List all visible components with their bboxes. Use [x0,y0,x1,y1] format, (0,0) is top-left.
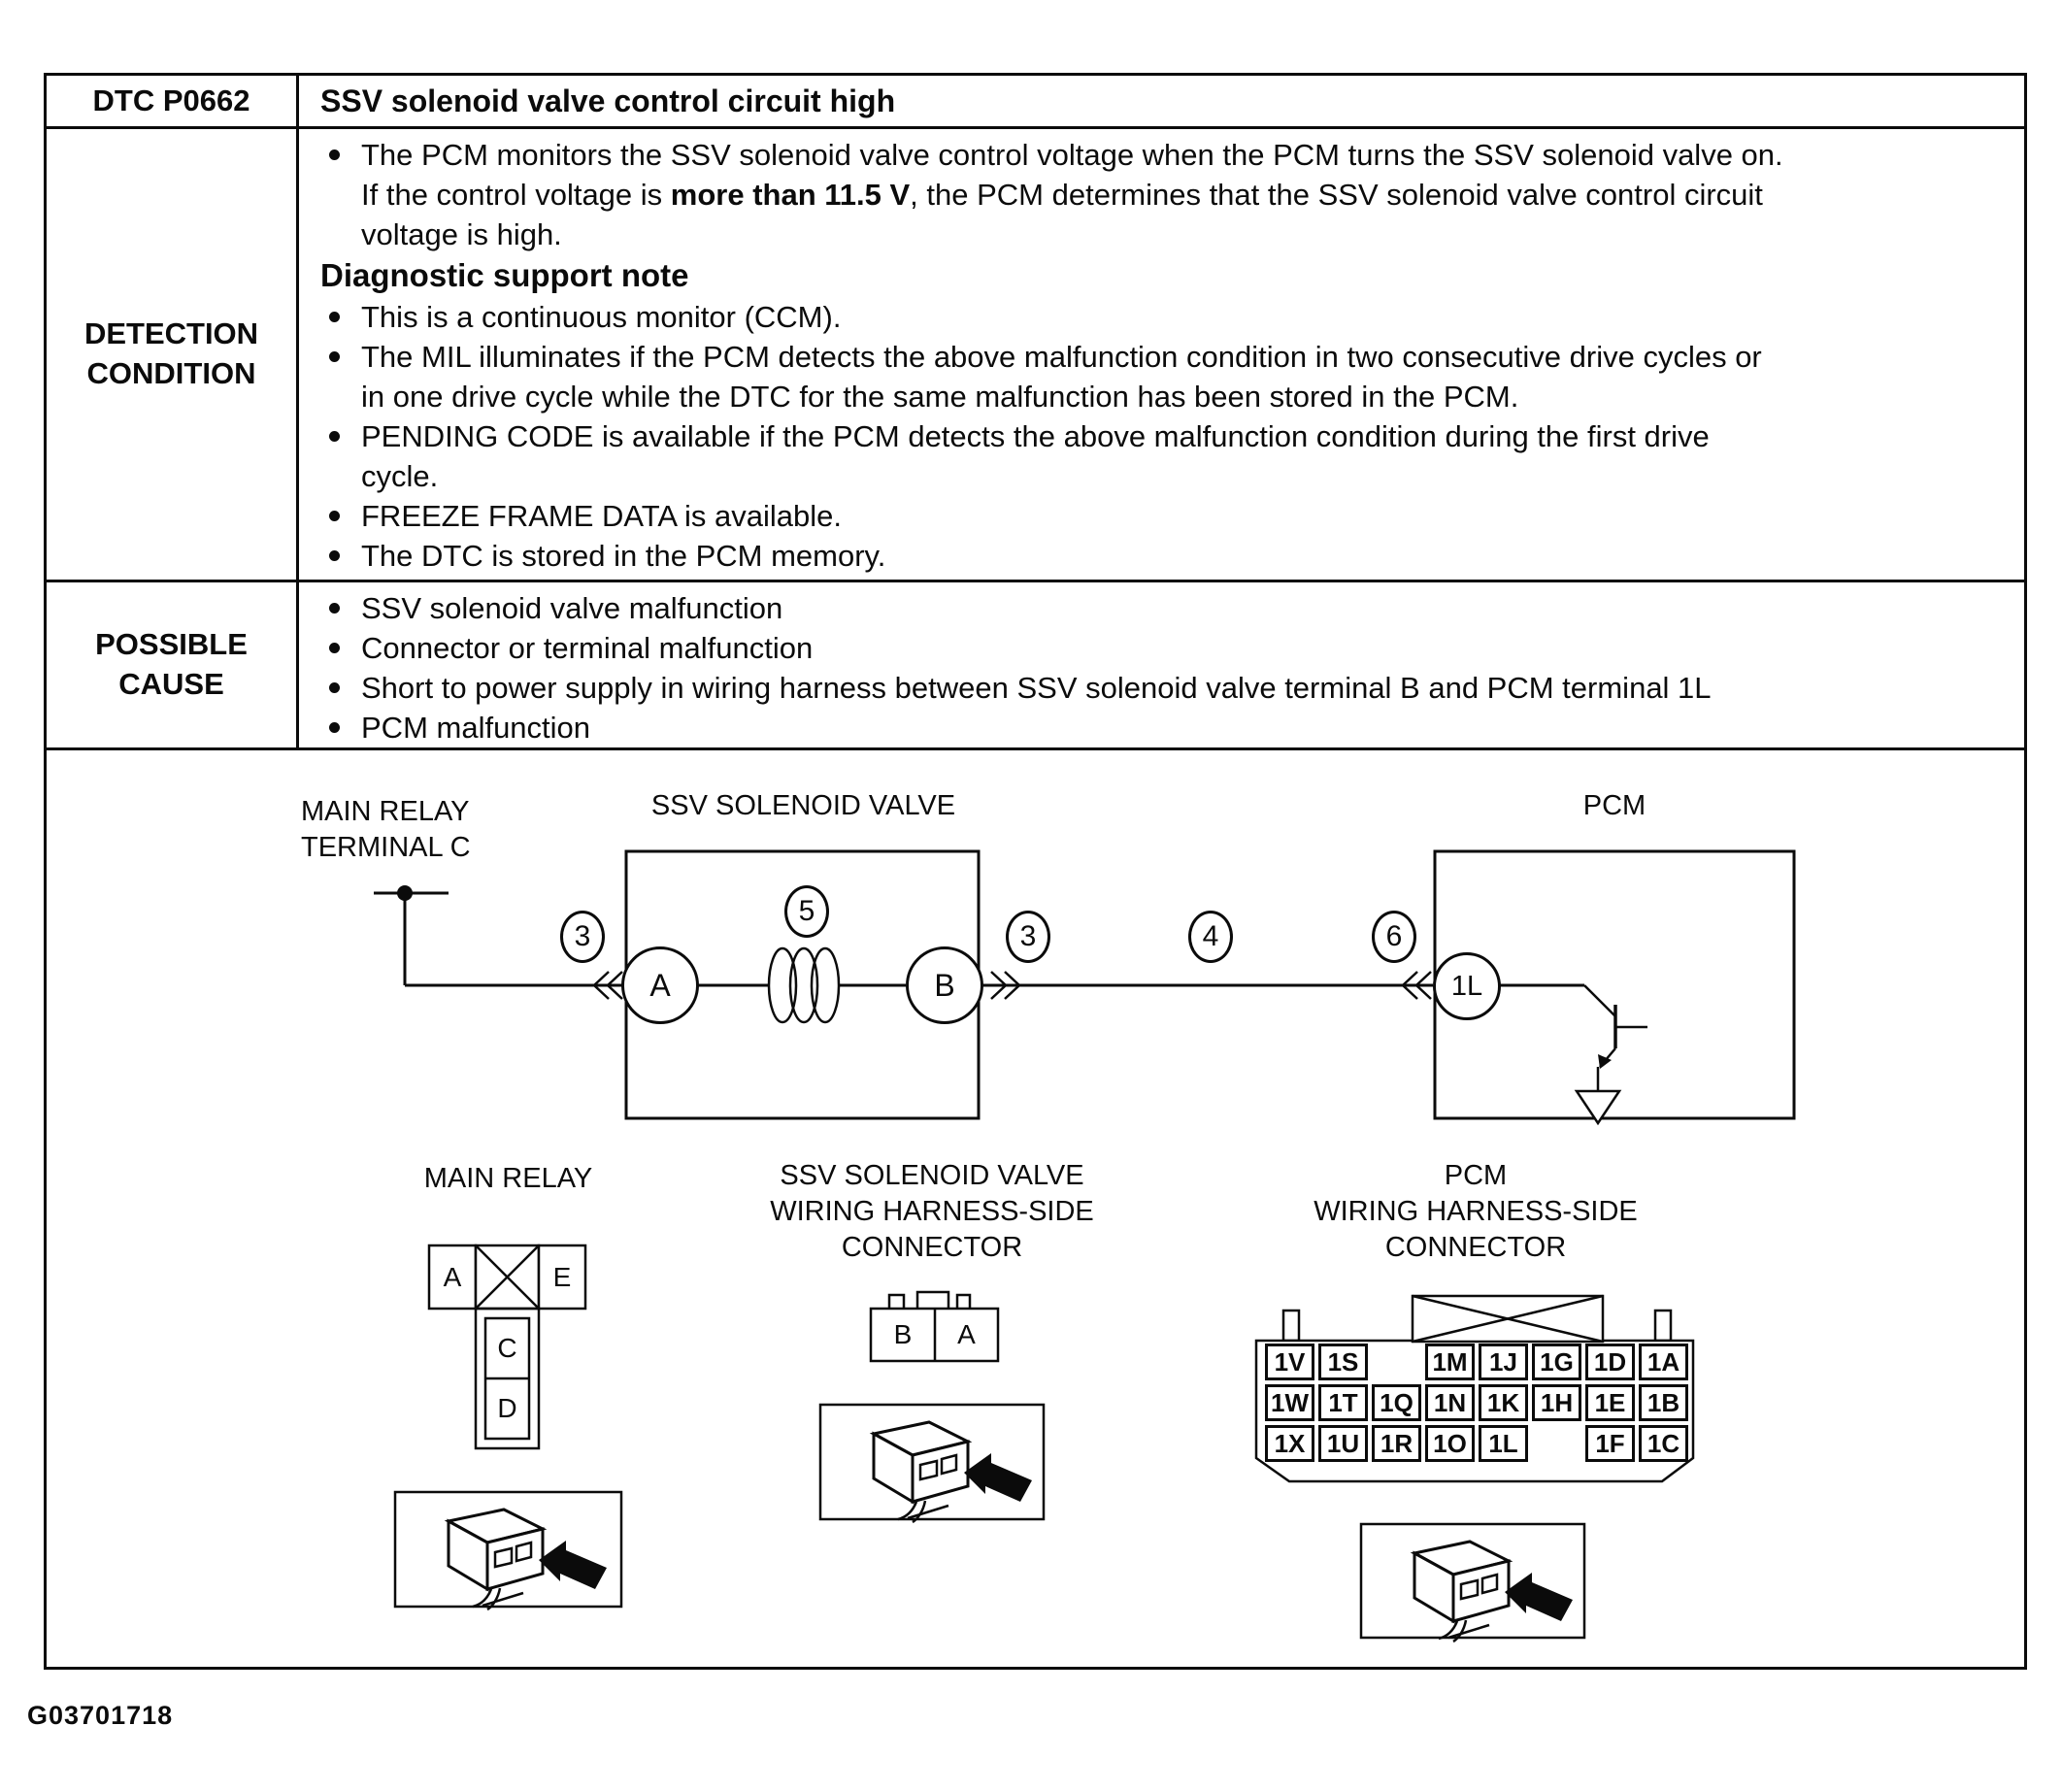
main-relay-pin-d: D [497,1393,517,1423]
main-relay-pin-e: E [552,1261,572,1292]
pcm-pin: 1W [1265,1384,1314,1421]
threshold-value: more than 11.5 V [670,178,911,212]
ssv-pin-b: B [893,1319,913,1349]
pcm-pin: 1X [1265,1425,1314,1462]
pcm-pin: 1V [1265,1344,1314,1380]
row-divider [44,126,2027,129]
pcm-pin: 1N [1425,1384,1475,1421]
ssv-valve-label: SSV SOLENOID VALVE [650,790,956,821]
cause-bullet: Connector or terminal malfunction [320,628,2021,668]
pcm-pin: 1R [1372,1425,1421,1462]
pcm-pin: 1E [1585,1384,1635,1421]
pcm-pin-grid [1265,1344,1688,1462]
pcm-pin: 1B [1639,1384,1688,1421]
pcm-pin: 1D [1585,1344,1635,1380]
row-divider [44,747,2027,750]
pcm-label: PCM [1582,790,1646,821]
pcm-pin: 1Q [1372,1384,1421,1421]
pcm-pin-blank [1532,1425,1581,1462]
dtc-code: DTC P0662 [92,83,250,117]
pcm-pin: 1L [1479,1425,1528,1462]
detection-bullet: The DTC is stored in the PCM memory. [320,536,2021,576]
pcm-pin: 1M [1425,1344,1475,1380]
pcm-pin: 1J [1479,1344,1528,1380]
cause-bullet: Short to power supply in wiring harness between SSV solenoid valve terminal B and PCM terminal 1L [320,668,2021,708]
terminal-1l: 1L [1433,952,1501,1020]
pcm-pin: 1F [1585,1425,1635,1462]
ssv-connector-title: SSV SOLENOID VALVE WIRING HARNESS-SIDE CONNECTOR [770,1160,1094,1263]
main-relay-pin-a: A [443,1261,462,1292]
pcm-pin-blank [1372,1344,1421,1380]
detection-bullet: This is a continuous monitor (CCM). [320,297,2021,337]
detection-bullet: FREEZE FRAME DATA is available. [320,496,2021,536]
column-divider [296,73,299,750]
pcm-pin: 1U [1318,1425,1368,1462]
pcm-pin: 1T [1318,1384,1368,1421]
terminal-b: B [906,946,983,1024]
pcm-pin: 1A [1639,1344,1688,1380]
cause-bullet: PCM malfunction [320,708,2021,747]
ssv-pin-a: A [957,1319,976,1349]
terminal-a: A [621,946,699,1024]
detection-condition-label: DETECTION CONDITION [83,315,259,390]
pcm-pin: 1S [1318,1344,1368,1380]
callout-3-right: 3 [1006,911,1050,963]
detection-bullet: The PCM monitors the SSV solenoid valve control voltage when the PCM turns the SSV solenoid valve on. If the control voltage is more than 11.5 V, the PCM determines that the SSV solenoid valve control circuit voltage is high. [320,135,2021,254]
main-relay-connector-title: MAIN RELAY [423,1163,593,1194]
detection-bullet: The MIL illuminates if the PCM detects the above malfunction condition in two consecutive drive cycles or in one drive cycle while the DTC for the same malfunction has been stored in the PCM. [320,337,2021,416]
diagnostic-support-note-heading: Diagnostic support note [320,257,689,293]
callout-3-left: 3 [560,911,605,963]
detection-condition-body [320,135,2021,576]
pcm-pin: 1G [1532,1344,1581,1380]
pcm-connector-title: PCM WIRING HARNESS-SIDE CONNECTOR [1314,1160,1638,1263]
detection-bullet: PENDING CODE is available if the PCM detects the above malfunction condition during the first drive cycle. [320,416,2021,496]
possible-cause-label: POSSIBLE CAUSE [95,626,248,701]
callout-5-coil: 5 [784,885,829,938]
row-divider [44,580,2027,582]
callout-4: 4 [1188,911,1233,963]
dtc-title: SSV solenoid valve control circuit high [320,83,896,118]
pcm-pin: 1H [1532,1384,1581,1421]
pcm-pin: 1K [1479,1384,1528,1421]
cause-bullet: SSV solenoid valve malfunction [320,588,2021,628]
figure-id: G03701718 [27,1701,174,1730]
main-relay-pin-c: C [497,1333,517,1363]
possible-cause-body [320,588,2021,747]
pcm-pin: 1O [1425,1425,1475,1462]
pcm-pin: 1C [1639,1425,1688,1462]
callout-6: 6 [1372,911,1416,963]
main-relay-terminal-label: MAIN RELAY TERMINAL C [301,796,471,863]
